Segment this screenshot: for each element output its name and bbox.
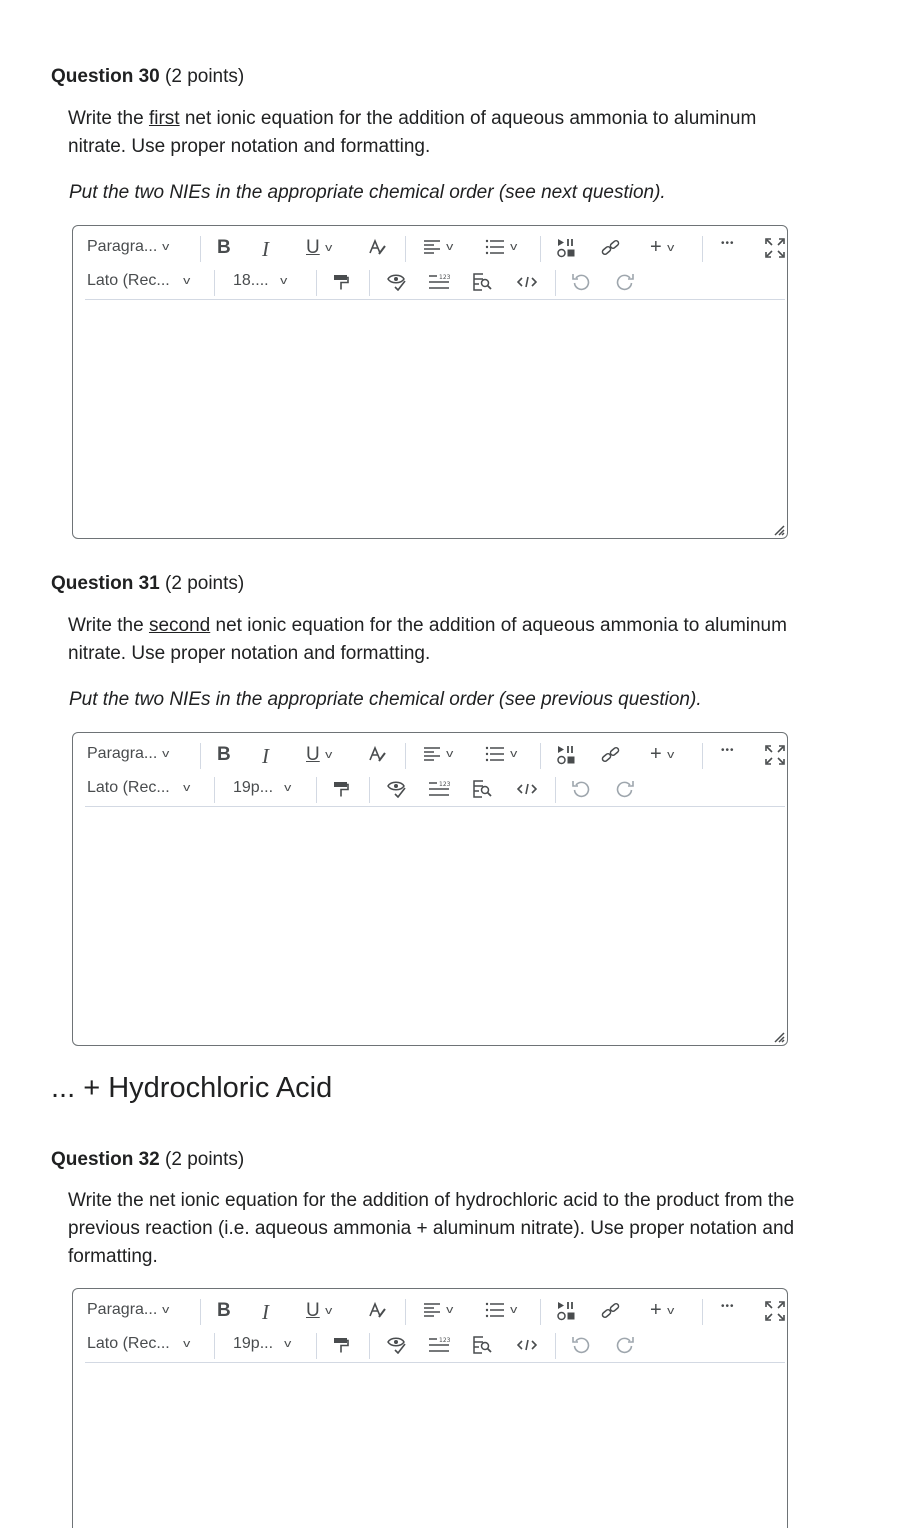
fullscreen-icon (765, 745, 785, 765)
accessibility-check-icon (387, 273, 407, 291)
italic-button[interactable]: I (262, 744, 269, 768)
question-32-header (51, 1149, 244, 1171)
font-family-select[interactable] (87, 272, 189, 290)
question-number: Question 31 (51, 573, 160, 594)
question-points: (2 points) (165, 573, 245, 594)
bullet-list-icon (485, 1301, 505, 1319)
chevron-down-icon: v (162, 748, 170, 760)
block-format-value: Paragra... (87, 1301, 158, 1318)
question-points: (2 points) (165, 1149, 245, 1170)
font-size-select[interactable] (233, 272, 286, 290)
toolbar-divider (555, 777, 556, 803)
text-color-icon (367, 1301, 387, 1321)
font-size-value: 19p... (233, 779, 274, 796)
format-painter-button[interactable] (333, 1336, 349, 1354)
chevron-down-icon: v (510, 241, 518, 253)
link-icon (600, 1301, 622, 1321)
chevron-down-icon: v (666, 748, 675, 761)
more-horizontal-icon: ••• (721, 745, 735, 756)
media-icon (557, 1300, 577, 1322)
answer-editor-q31[interactable] (72, 732, 788, 1046)
question-31-text: Write the second net ionic equation for the addition of aqueous ammonia to aluminum nitrate. Use proper notation and formatting. (68, 615, 787, 664)
font-family-value: Lato (Rec... (87, 1335, 170, 1352)
media-icon (557, 237, 577, 259)
font-family-value: Lato (Rec... (87, 779, 170, 796)
more-horizontal-icon: ••• (721, 238, 735, 249)
resize-handle-icon[interactable] (771, 1029, 785, 1043)
answer-editor-q30[interactable] (72, 225, 788, 539)
underline-button[interactable] (306, 744, 331, 766)
plus-icon: + (650, 236, 662, 258)
toolbar-divider (369, 777, 370, 803)
undo-icon (572, 1336, 590, 1354)
word-count-icon (428, 781, 450, 797)
accessibility-checker-button[interactable] (387, 780, 407, 798)
undo-icon (572, 780, 590, 798)
chevron-down-icon: v (510, 748, 518, 760)
block-format-value: Paragra... (87, 745, 158, 762)
insert-menu-button[interactable] (650, 236, 673, 259)
preview-button[interactable] (473, 1336, 493, 1354)
media-icon (557, 744, 577, 766)
plus-icon: + (650, 1299, 662, 1321)
text-color-button[interactable] (367, 1301, 387, 1321)
font-size-value: 18.... (233, 272, 269, 289)
svg-text:123: 123 (439, 274, 450, 281)
source-code-button[interactable] (517, 782, 537, 796)
svg-text:123: 123 (439, 781, 450, 788)
italic-button[interactable]: I (262, 237, 269, 261)
toolbar-divider (214, 1333, 215, 1359)
toolbar-divider (369, 270, 370, 296)
insert-link-button[interactable] (600, 745, 622, 765)
chevron-down-icon: v (182, 782, 191, 794)
insert-link-button[interactable] (600, 238, 622, 258)
toolbar-divider (200, 743, 201, 769)
chevron-down-icon: v (162, 241, 170, 253)
align-button[interactable] (423, 745, 453, 763)
toolbar-divider (214, 777, 215, 803)
list-button[interactable] (485, 238, 517, 256)
link-icon (600, 238, 622, 258)
toolbar-divider (540, 743, 541, 769)
fullscreen-button[interactable] (765, 1301, 785, 1321)
preview-icon (473, 273, 493, 291)
underline-icon: U (306, 744, 320, 765)
font-size-value: 19p... (233, 1335, 274, 1352)
bold-button[interactable]: B (217, 744, 231, 765)
question-32-text: Write the net ionic equation for the addition of hydrochloric acid to the product from the previous reaction (i.e. aqueous ammonia + aluminum nitrate). Use proper notation and formatting. (68, 1190, 795, 1267)
emphasis-first: first (148, 108, 180, 129)
underline-button[interactable] (306, 1300, 331, 1322)
block-format-select[interactable] (87, 238, 169, 256)
svg-text:123: 123 (439, 1337, 450, 1344)
insert-media-button[interactable] (557, 237, 577, 259)
toolbar-divider (200, 1299, 201, 1325)
toolbar-divider (702, 236, 703, 262)
chevron-down-icon: v (666, 1304, 675, 1317)
align-left-icon (423, 1301, 441, 1319)
fullscreen-icon (765, 1301, 785, 1321)
text-color-icon (367, 238, 387, 258)
redo-icon (616, 273, 634, 291)
align-button[interactable] (423, 1301, 453, 1319)
font-family-select[interactable] (87, 1335, 189, 1353)
preview-icon (473, 780, 493, 798)
toolbar-divider (405, 743, 406, 769)
toolbar-divider (316, 270, 317, 296)
undo-button[interactable] (572, 1336, 590, 1354)
word-count-icon (428, 274, 450, 290)
redo-icon (616, 1336, 634, 1354)
block-format-value: Paragra... (87, 238, 158, 255)
bullet-list-icon (485, 745, 505, 763)
toolbar-divider (316, 777, 317, 803)
chevron-down-icon: v (284, 782, 292, 794)
question-31-header (51, 573, 244, 595)
block-format-select[interactable] (87, 1301, 169, 1319)
align-button[interactable] (423, 238, 453, 256)
code-icon (517, 782, 537, 796)
preview-icon (473, 1336, 493, 1354)
question-points: (2 points) (165, 66, 245, 87)
preview-button[interactable] (473, 273, 493, 291)
chevron-down-icon: v (182, 1338, 191, 1350)
chevron-down-icon: v (446, 1304, 454, 1316)
list-button[interactable] (485, 1301, 517, 1319)
toolbar-bottom-rule (85, 1362, 785, 1363)
code-icon (517, 1338, 537, 1352)
toolbar-divider (540, 236, 541, 262)
emphasis-second: second (148, 615, 211, 636)
undo-icon (572, 273, 590, 291)
code-icon (517, 275, 537, 289)
editor-toolbar (73, 226, 787, 301)
align-left-icon (423, 745, 441, 763)
chevron-down-icon: v (446, 241, 454, 253)
insert-menu-button[interactable] (650, 1299, 673, 1322)
align-left-icon (423, 238, 441, 256)
chevron-down-icon: v (324, 242, 333, 254)
preview-button[interactable] (473, 780, 493, 798)
paint-roller-icon (333, 780, 349, 798)
chevron-down-icon: v (284, 1338, 292, 1350)
toolbar-divider (555, 270, 556, 296)
toolbar-bottom-rule (85, 299, 785, 300)
block-format-select[interactable] (87, 745, 169, 763)
answer-editor-q32[interactable] (72, 1288, 788, 1528)
toolbar-divider (405, 1299, 406, 1325)
chevron-down-icon: v (279, 275, 287, 287)
toolbar-divider (702, 1299, 703, 1325)
redo-button[interactable] (616, 780, 634, 798)
underline-button[interactable] (306, 237, 331, 259)
undo-button[interactable] (572, 780, 590, 798)
bullet-list-icon (485, 238, 505, 256)
accessibility-checker-button[interactable] (387, 1336, 407, 1354)
chevron-down-icon: v (162, 1304, 170, 1316)
text-color-button[interactable] (367, 238, 387, 258)
accessibility-checker-button[interactable] (387, 273, 407, 291)
more-actions-button[interactable] (721, 745, 735, 756)
fullscreen-button[interactable] (765, 745, 785, 765)
editor-content-area[interactable] (73, 809, 787, 1045)
font-family-select[interactable] (87, 779, 189, 797)
word-count-button[interactable] (428, 274, 450, 290)
undo-button[interactable] (572, 273, 590, 291)
insert-media-button[interactable] (557, 744, 577, 766)
word-count-icon (428, 1337, 450, 1353)
toolbar-divider (405, 236, 406, 262)
underline-icon: U (306, 237, 320, 258)
redo-button[interactable] (616, 1336, 634, 1354)
fullscreen-icon (765, 238, 785, 258)
question-31-note: Put the two NIEs in the appropriate chemical order (see previous question). (69, 689, 702, 710)
chevron-down-icon: v (666, 241, 675, 254)
question-30-text: Write the first net ionic equation for the addition of aqueous ammonia to aluminum nitrate. Use proper notation and formatting. (68, 108, 757, 157)
font-family-value: Lato (Rec... (87, 272, 170, 289)
insert-menu-button[interactable] (650, 743, 673, 766)
bold-button[interactable]: B (217, 237, 231, 258)
question-number: Question 30 (51, 66, 160, 87)
italic-button[interactable]: I (262, 1300, 269, 1324)
question-30-header (51, 66, 244, 88)
text-color-icon (367, 745, 387, 765)
source-code-button[interactable] (517, 275, 537, 289)
toolbar-divider (555, 1333, 556, 1359)
fullscreen-button[interactable] (765, 238, 785, 258)
chevron-down-icon: v (510, 1304, 518, 1316)
paint-roller-icon (333, 1336, 349, 1354)
editor-content-area[interactable] (73, 1365, 787, 1528)
question-number: Question 32 (51, 1149, 160, 1170)
accessibility-check-icon (387, 780, 407, 798)
section-title: ... + Hydrochloric Acid (51, 1072, 333, 1104)
plus-icon: + (650, 743, 662, 765)
text-color-button[interactable] (367, 745, 387, 765)
chevron-down-icon: v (324, 749, 333, 761)
redo-icon (616, 780, 634, 798)
source-code-button[interactable] (517, 1338, 537, 1352)
redo-button[interactable] (616, 273, 634, 291)
toolbar-divider (200, 236, 201, 262)
underline-icon: U (306, 1300, 320, 1321)
accessibility-check-icon (387, 1336, 407, 1354)
toolbar-divider (702, 743, 703, 769)
font-size-select[interactable] (233, 1335, 291, 1353)
editor-content-area[interactable] (73, 302, 787, 538)
chevron-down-icon: v (446, 748, 454, 760)
chevron-down-icon: v (324, 1305, 333, 1317)
toolbar-divider (214, 270, 215, 296)
insert-link-button[interactable] (600, 1301, 622, 1321)
more-horizontal-icon: ••• (721, 1301, 735, 1312)
more-actions-button[interactable] (721, 238, 735, 249)
bold-button[interactable]: B (217, 1300, 231, 1321)
format-painter-button[interactable] (333, 273, 349, 291)
editor-toolbar (73, 733, 787, 808)
question-30-note: Put the two NIEs in the appropriate chemical order (see next question). (69, 182, 666, 203)
word-count-button[interactable] (428, 1337, 450, 1353)
toolbar-divider (316, 1333, 317, 1359)
format-painter-button[interactable] (333, 780, 349, 798)
paint-roller-icon (333, 273, 349, 291)
toolbar-divider (369, 1333, 370, 1359)
font-size-select[interactable] (233, 779, 291, 797)
link-icon (600, 745, 622, 765)
resize-handle-icon[interactable] (771, 522, 785, 536)
toolbar-bottom-rule (85, 806, 785, 807)
editor-toolbar (73, 1289, 787, 1364)
toolbar-divider (540, 1299, 541, 1325)
insert-media-button[interactable] (557, 1300, 577, 1322)
word-count-button[interactable] (428, 781, 450, 797)
more-actions-button[interactable] (721, 1301, 735, 1312)
list-button[interactable] (485, 745, 517, 763)
chevron-down-icon: v (182, 275, 191, 287)
